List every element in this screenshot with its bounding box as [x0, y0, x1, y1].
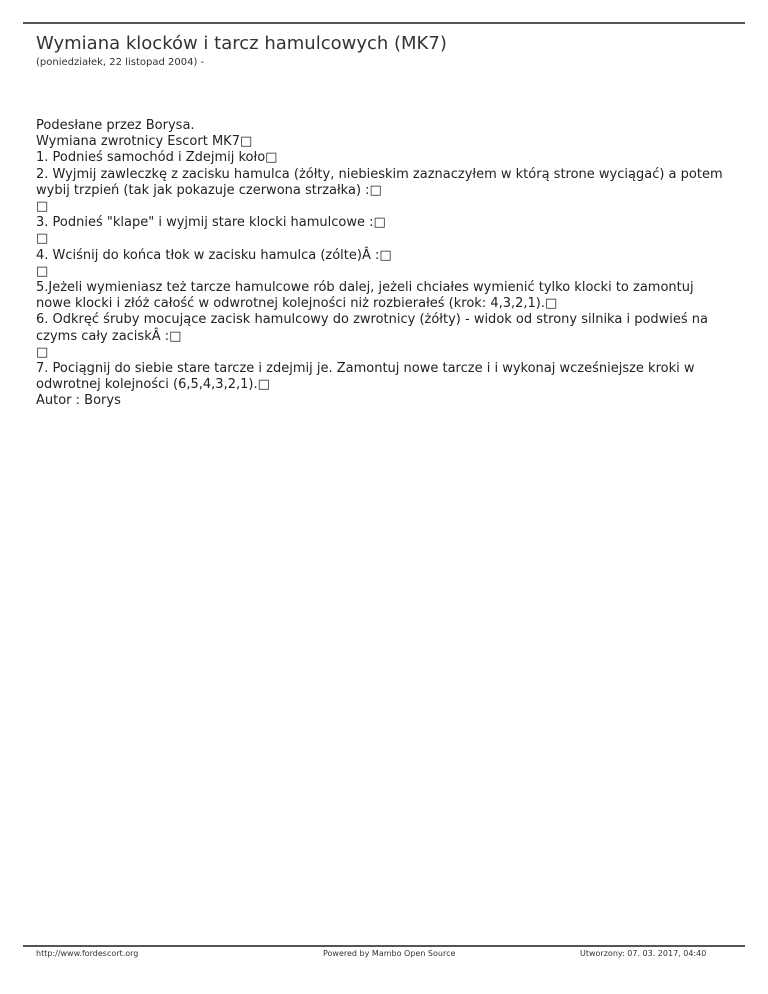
- footer-divider: [23, 945, 745, 947]
- body-line: Podesłane przez Borysa.: [36, 118, 195, 133]
- body-line: □: [36, 263, 49, 279]
- article-body: [36, 118, 736, 410]
- body-line: odwrotnej kolejności (6,5,4,3,2,1).□: [36, 377, 270, 393]
- body-line: czyms cały zaciskÂ :□: [36, 328, 182, 344]
- article-title: Wymiana klocków i tarcz hamulcowych (MK7): [36, 33, 447, 54]
- body-line: wybij trzpień (tak jak pokazuje czerwona strzałka) :□: [36, 182, 382, 198]
- body-line: Wymiana zwrotnicy Escort MK7□: [36, 134, 253, 150]
- footer-url: http://www.fordescort.org: [36, 949, 139, 958]
- body-line: 5.Jeżeli wymieniasz też tarcze hamulcowe rób dalej, jeżeli chciałes wymienić tylko klocki to zamontuj: [36, 280, 694, 296]
- body-line: 2. Wyjmij zawleczkę z zacisku hamulca (żółty, niebieskim zaznaczyłem w którą strone wyciągać) a potem: [36, 166, 723, 182]
- footer-created-date: Utworzony: 07. 03. 2017, 04:40: [580, 949, 707, 958]
- article-date: (poniedziałek, 22 listopad 2004) -: [36, 57, 205, 68]
- body-line: □: [36, 231, 49, 247]
- body-line: 6. Odkręć śruby mocujące zacisk hamulcowy do zwrotnicy (żółty) - widok od strony silnika i podwieś na: [36, 312, 709, 328]
- footer-powered-by: Powered by Mambo Open Source: [323, 949, 456, 958]
- body-line: 3. Podnieś "klape" i wyjmij stare klocki hamulcowe :□: [36, 215, 386, 231]
- body-line: 1. Podnieś samochód i Zdejmij koło□: [36, 150, 278, 166]
- body-line: nowe klocki i złóż całość w odwrotnej kolejności niż rozbierałeś (krok: 4,3,2,1).□: [36, 296, 558, 312]
- body-line: 7. Pociągnij do siebie stare tarcze i zdejmij je. Zamontuj nowe tarcze i i wykonaj wcześniejsze kroki w: [36, 361, 695, 377]
- body-line: □: [36, 344, 49, 360]
- body-line: Autor : Borys: [36, 393, 121, 409]
- header-divider: [23, 22, 745, 24]
- body-line: □: [36, 199, 49, 215]
- body-line: 4. Wciśnij do końca tłok w zacisku hamulca (zólte)Â :□: [36, 247, 392, 263]
